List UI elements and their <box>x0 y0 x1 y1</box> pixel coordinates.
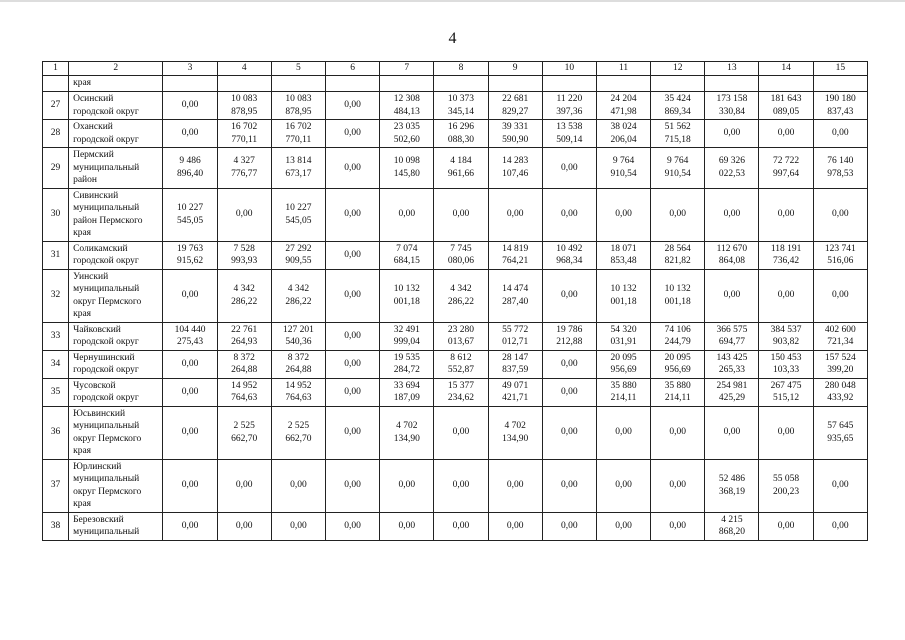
region-name-cell: Сивинский муниципальный район Пермского края <box>69 188 163 241</box>
row-number-cell: 37 <box>43 459 69 512</box>
value-cell: 157 524 399,20 <box>813 350 867 378</box>
value-cell: 0,00 <box>217 459 271 512</box>
value-cell: 173 158 330,84 <box>705 92 759 120</box>
value-cell: 0,00 <box>542 350 596 378</box>
value-cell: 10 083 878,95 <box>217 92 271 120</box>
value-cell: 0,00 <box>651 459 705 512</box>
value-cell: 0,00 <box>325 120 379 148</box>
value-cell: 0,00 <box>434 459 488 512</box>
scan-edge <box>0 0 905 2</box>
continuation-row <box>43 76 868 92</box>
value-cell: 14 474 287,40 <box>488 269 542 322</box>
value-cell: 112 670 864,08 <box>705 241 759 269</box>
value-cell: 0,00 <box>759 120 813 148</box>
value-cell: 24 204 471,98 <box>596 92 650 120</box>
value-cell: 10 098 145,80 <box>380 148 434 189</box>
value-cell: 4 702 134,90 <box>488 406 542 459</box>
value-cell: 16 702 770,11 <box>217 120 271 148</box>
value-cell: 0,00 <box>325 406 379 459</box>
value-cell: 0,00 <box>542 459 596 512</box>
column-header: 12 <box>651 62 705 76</box>
value-cell: 72 722 997,64 <box>759 148 813 189</box>
value-cell: 0,00 <box>542 148 596 189</box>
column-header: 9 <box>488 62 542 76</box>
value-cell: 0,00 <box>596 188 650 241</box>
page-number: 4 <box>448 30 457 47</box>
value-cell: 0,00 <box>163 459 217 512</box>
value-cell: 22 761 264,93 <box>217 322 271 350</box>
value-cell: 4 327 776,77 <box>217 148 271 189</box>
value-cell: 18 071 853,48 <box>596 241 650 269</box>
value-cell: 9 486 896,40 <box>163 148 217 189</box>
value-cell: 0,00 <box>325 92 379 120</box>
value-cell: 15 377 234,62 <box>434 378 488 406</box>
table-row <box>43 459 868 512</box>
value-cell: 10 132 001,18 <box>380 269 434 322</box>
value-cell: 4 342 286,22 <box>434 269 488 322</box>
value-cell: 2 525 662,70 <box>271 406 325 459</box>
value-cell: 14 952 764,63 <box>271 378 325 406</box>
value-cell: 0,00 <box>380 459 434 512</box>
region-name-cell: Уинский муниципальный округ Пермского края <box>69 269 163 322</box>
value-cell: 104 440 275,43 <box>163 322 217 350</box>
region-name-cell: Пермский муниципальный район <box>69 148 163 189</box>
table-row <box>43 269 868 322</box>
value-cell: 0,00 <box>813 188 867 241</box>
value-cell: 150 453 103,33 <box>759 350 813 378</box>
value-cell: 8 612 552,87 <box>434 350 488 378</box>
row-number-cell: 38 <box>43 512 69 540</box>
value-cell: 38 024 206,04 <box>596 120 650 148</box>
value-cell: 57 645 935,65 <box>813 406 867 459</box>
column-header: 3 <box>163 62 217 76</box>
value-cell: 0,00 <box>542 378 596 406</box>
row-number-cell: 34 <box>43 350 69 378</box>
table-row <box>43 322 868 350</box>
value-cell: 35 424 869,34 <box>651 92 705 120</box>
value-cell: 69 326 022,53 <box>705 148 759 189</box>
value-cell: 10 373 345,14 <box>434 92 488 120</box>
region-name-cell: Соликамский городской округ <box>69 241 163 269</box>
value-cell: 280 048 433,92 <box>813 378 867 406</box>
value-cell: 39 331 590,90 <box>488 120 542 148</box>
value-cell: 4 342 286,22 <box>217 269 271 322</box>
value-cell: 54 320 031,91 <box>596 322 650 350</box>
region-name-cell: края <box>69 76 163 92</box>
value-cell: 0,00 <box>542 406 596 459</box>
value-cell: 0,00 <box>759 269 813 322</box>
value-cell: 10 132 001,18 <box>596 269 650 322</box>
value-cell: 254 981 425,29 <box>705 378 759 406</box>
value-cell: 0,00 <box>434 512 488 540</box>
region-name-cell: Чайковский городской округ <box>69 322 163 350</box>
value-cell: 14 952 764,63 <box>217 378 271 406</box>
column-header: 15 <box>813 62 867 76</box>
value-cell: 118 191 736,42 <box>759 241 813 269</box>
column-header: 13 <box>705 62 759 76</box>
value-cell: 0,00 <box>163 269 217 322</box>
value-cell: 0,00 <box>488 188 542 241</box>
value-cell: 28 564 821,82 <box>651 241 705 269</box>
value-cell: 123 741 516,06 <box>813 241 867 269</box>
column-header: 14 <box>759 62 813 76</box>
value-cell: 28 147 837,59 <box>488 350 542 378</box>
value-cell: 0,00 <box>434 406 488 459</box>
value-cell: 14 819 764,21 <box>488 241 542 269</box>
value-cell: 10 227 545,05 <box>271 188 325 241</box>
region-name-cell: Осинский городской округ <box>69 92 163 120</box>
row-number-cell: 31 <box>43 241 69 269</box>
value-cell: 0,00 <box>705 406 759 459</box>
region-name-cell: Юсьвинский муниципальный округ Пермского края <box>69 406 163 459</box>
value-cell: 12 308 484,13 <box>380 92 434 120</box>
value-cell: 0,00 <box>542 512 596 540</box>
row-number-cell: 32 <box>43 269 69 322</box>
value-cell: 0,00 <box>759 406 813 459</box>
value-cell: 0,00 <box>163 512 217 540</box>
header-row <box>43 62 868 76</box>
table-row <box>43 148 868 189</box>
value-cell: 0,00 <box>813 512 867 540</box>
value-cell: 8 372 264,88 <box>217 350 271 378</box>
value-cell: 35 880 214,11 <box>651 378 705 406</box>
value-cell: 0,00 <box>217 512 271 540</box>
value-cell: 32 491 999,04 <box>380 322 434 350</box>
value-cell: 7 074 684,15 <box>380 241 434 269</box>
value-cell: 7 528 993,93 <box>217 241 271 269</box>
value-cell: 20 095 956,69 <box>651 350 705 378</box>
row-number-cell: 35 <box>43 378 69 406</box>
value-cell: 10 083 878,95 <box>271 92 325 120</box>
value-cell: 9 764 910,54 <box>596 148 650 189</box>
value-cell: 13 538 509,14 <box>542 120 596 148</box>
region-name-cell: Березовский муниципальный <box>69 512 163 540</box>
value-cell: 74 106 244,79 <box>651 322 705 350</box>
table-row <box>43 241 868 269</box>
value-cell: 0,00 <box>271 512 325 540</box>
value-cell: 0,00 <box>651 512 705 540</box>
value-cell: 0,00 <box>163 120 217 148</box>
value-cell: 35 880 214,11 <box>596 378 650 406</box>
value-cell: 0,00 <box>325 512 379 540</box>
value-cell: 55 058 200,23 <box>759 459 813 512</box>
value-cell: 33 694 187,09 <box>380 378 434 406</box>
value-cell: 0,00 <box>813 120 867 148</box>
value-cell: 0,00 <box>813 459 867 512</box>
value-cell: 127 201 540,36 <box>271 322 325 350</box>
value-cell: 0,00 <box>488 459 542 512</box>
table-row <box>43 512 868 540</box>
value-cell: 27 292 909,55 <box>271 241 325 269</box>
table-row <box>43 92 868 120</box>
value-cell: 0,00 <box>380 512 434 540</box>
value-cell: 10 227 545,05 <box>163 188 217 241</box>
column-header: 2 <box>69 62 163 76</box>
row-number-cell: 30 <box>43 188 69 241</box>
value-cell: 10 492 968,34 <box>542 241 596 269</box>
value-cell: 4 702 134,90 <box>380 406 434 459</box>
value-cell: 0,00 <box>163 92 217 120</box>
column-header: 1 <box>43 62 69 76</box>
value-cell: 0,00 <box>163 378 217 406</box>
table-row <box>43 120 868 148</box>
table-row <box>43 378 868 406</box>
column-header: 4 <box>217 62 271 76</box>
value-cell: 0,00 <box>705 188 759 241</box>
value-cell: 0,00 <box>325 378 379 406</box>
value-cell: 49 071 421,71 <box>488 378 542 406</box>
value-cell: 10 132 001,18 <box>651 269 705 322</box>
table-row <box>43 188 868 241</box>
value-cell: 4 215 868,20 <box>705 512 759 540</box>
value-cell: 0,00 <box>705 269 759 322</box>
column-header: 8 <box>434 62 488 76</box>
table-row <box>43 350 868 378</box>
value-cell: 0,00 <box>434 188 488 241</box>
value-cell: 0,00 <box>813 269 867 322</box>
value-cell: 0,00 <box>705 120 759 148</box>
row-number-cell: 33 <box>43 322 69 350</box>
column-header: 6 <box>325 62 379 76</box>
value-cell: 22 681 829,27 <box>488 92 542 120</box>
value-cell: 19 535 284,72 <box>380 350 434 378</box>
value-cell: 143 425 265,33 <box>705 350 759 378</box>
value-cell: 0,00 <box>651 188 705 241</box>
value-cell: 0,00 <box>380 188 434 241</box>
value-cell: 0,00 <box>596 459 650 512</box>
row-number-cell <box>43 76 69 92</box>
row-number-cell: 27 <box>43 92 69 120</box>
value-cell: 9 764 910,54 <box>651 148 705 189</box>
value-cell: 267 475 515,12 <box>759 378 813 406</box>
table-row <box>43 406 868 459</box>
value-cell: 0,00 <box>325 241 379 269</box>
value-cell: 52 486 368,19 <box>705 459 759 512</box>
value-cell: 51 562 715,18 <box>651 120 705 148</box>
column-header: 10 <box>542 62 596 76</box>
value-cell: 13 814 673,17 <box>271 148 325 189</box>
value-cell: 0,00 <box>325 459 379 512</box>
value-cell: 181 643 089,05 <box>759 92 813 120</box>
value-cell: 0,00 <box>325 269 379 322</box>
value-cell: 384 537 903,82 <box>759 322 813 350</box>
value-cell: 8 372 264,88 <box>271 350 325 378</box>
value-cell: 0,00 <box>325 322 379 350</box>
value-cell: 190 180 837,43 <box>813 92 867 120</box>
column-header: 11 <box>596 62 650 76</box>
value-cell: 402 600 721,34 <box>813 322 867 350</box>
value-cell: 0,00 <box>759 188 813 241</box>
value-cell: 0,00 <box>542 188 596 241</box>
region-name-cell: Юрлинский муниципальный округ Пермского края <box>69 459 163 512</box>
value-cell: 7 745 080,06 <box>434 241 488 269</box>
region-name-cell: Оханский городской округ <box>69 120 163 148</box>
value-cell: 19 786 212,88 <box>542 322 596 350</box>
region-name-cell: Чусовской городской округ <box>69 378 163 406</box>
row-number-cell: 29 <box>43 148 69 189</box>
value-cell: 0,00 <box>217 188 271 241</box>
column-header: 5 <box>271 62 325 76</box>
value-cell: 0,00 <box>651 406 705 459</box>
value-cell: 0,00 <box>163 350 217 378</box>
value-cell: 19 763 915,62 <box>163 241 217 269</box>
value-cell: 14 283 107,46 <box>488 148 542 189</box>
value-cell: 0,00 <box>163 406 217 459</box>
value-cell: 2 525 662,70 <box>217 406 271 459</box>
value-cell: 0,00 <box>488 512 542 540</box>
value-cell: 11 220 397,36 <box>542 92 596 120</box>
value-cell: 0,00 <box>596 406 650 459</box>
region-name-cell: Чернушинский городской округ <box>69 350 163 378</box>
row-number-cell: 28 <box>43 120 69 148</box>
value-cell: 76 140 978,53 <box>813 148 867 189</box>
value-cell: 0,00 <box>759 512 813 540</box>
row-number-cell: 36 <box>43 406 69 459</box>
budget-table <box>42 61 868 541</box>
value-cell: 4 184 961,66 <box>434 148 488 189</box>
value-cell: 23 035 502,60 <box>380 120 434 148</box>
value-cell: 366 575 694,77 <box>705 322 759 350</box>
value-cell: 0,00 <box>596 512 650 540</box>
column-header: 7 <box>380 62 434 76</box>
value-cell: 4 342 286,22 <box>271 269 325 322</box>
value-cell: 16 702 770,11 <box>271 120 325 148</box>
value-cell: 16 296 088,30 <box>434 120 488 148</box>
value-cell: 0,00 <box>325 188 379 241</box>
value-cell: 23 280 013,67 <box>434 322 488 350</box>
value-cell: 0,00 <box>325 148 379 189</box>
value-cell: 0,00 <box>325 350 379 378</box>
value-cell: 0,00 <box>542 269 596 322</box>
value-cell: 0,00 <box>271 459 325 512</box>
value-cell: 20 095 956,69 <box>596 350 650 378</box>
value-cell: 55 772 012,71 <box>488 322 542 350</box>
